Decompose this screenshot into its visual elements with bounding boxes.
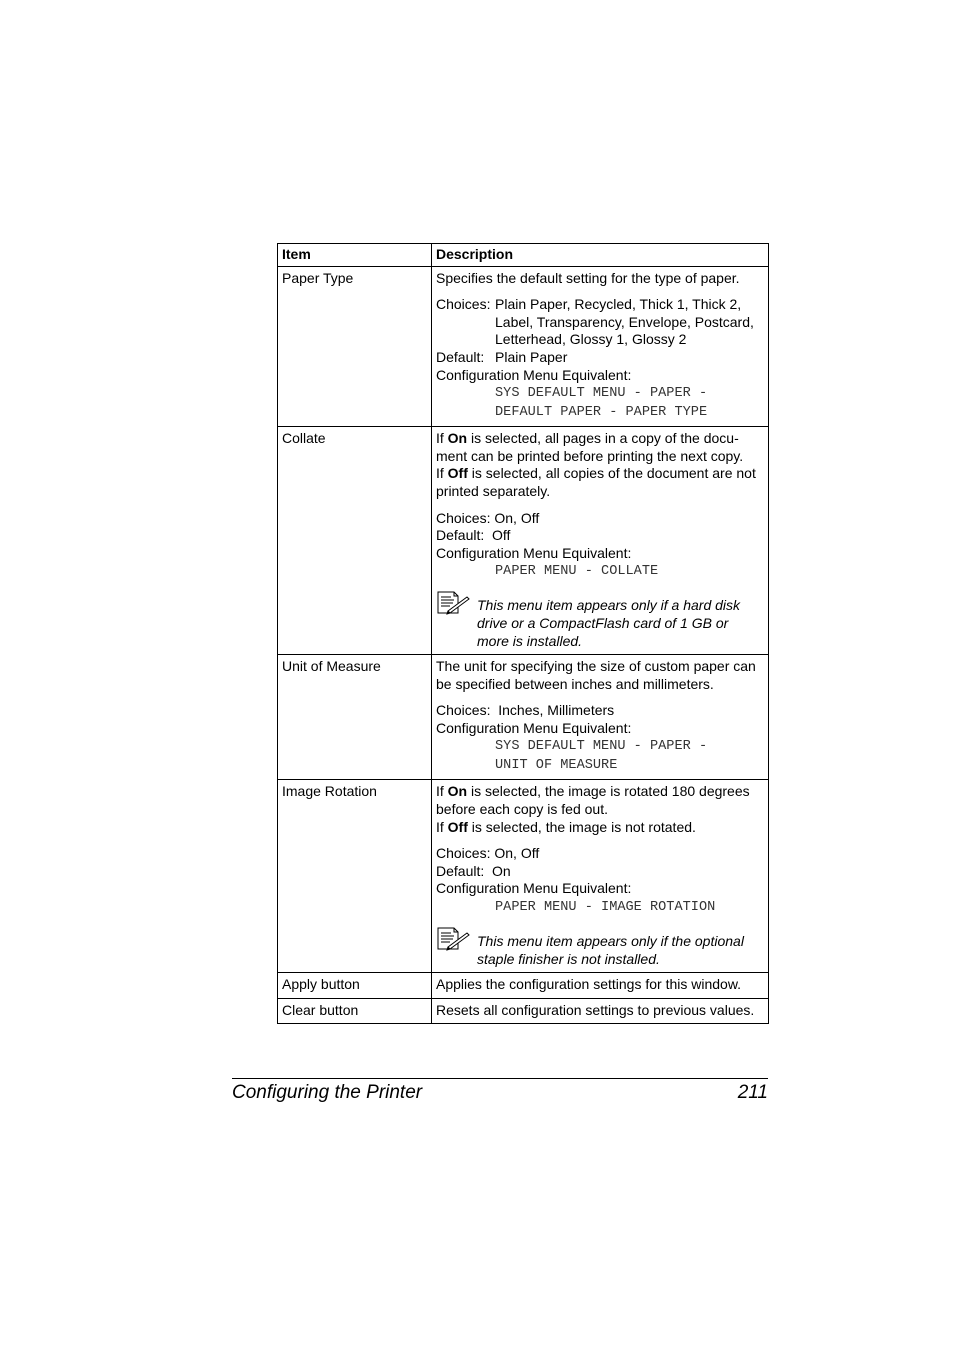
default-line [436, 349, 764, 367]
default-label: Default: [436, 348, 485, 365]
choices-label: Choices: [436, 296, 491, 313]
default-label: Default: [436, 862, 485, 879]
table-row-collate [278, 427, 769, 655]
choices-line [436, 510, 764, 528]
menu-path-line: PAPER MENU - IMAGE ROTATION [495, 900, 716, 916]
item-cell: Paper Type [278, 266, 432, 427]
table-row-image-rotation [278, 780, 769, 973]
note-pencil-icon [436, 927, 477, 951]
if-word: If [436, 465, 444, 482]
description-cell [432, 427, 769, 655]
note-pencil-icon-graphic [436, 591, 470, 615]
description-cell [432, 655, 769, 780]
default-value: Plain Paper [495, 348, 568, 365]
description-cell: Applies the configuration settings for this window. [432, 973, 769, 999]
description-cell: Resets all configuration settings to previous values. [432, 998, 769, 1024]
footer-title: Configuring the Printer [232, 1082, 423, 1103]
table-row-apply-button [278, 973, 769, 999]
off-keyword: Off [447, 465, 468, 482]
note-box [436, 591, 764, 650]
page-number: 211 [737, 1082, 768, 1103]
description-cell [432, 266, 769, 427]
on-explanation: is selected, the image is rotated 180 degrees before each copy is fed out. [436, 783, 750, 818]
table-header-row [278, 244, 769, 267]
on-keyword: On [447, 783, 468, 800]
item-cell: Image Rotation [278, 780, 432, 973]
description-text: The unit for specifying the size of custom paper can be specified between inches and millimeters. [436, 658, 756, 692]
on-explanation: is selected, all pages in a copy of the docu- ment can be printed before printing the next copy. [436, 430, 744, 464]
choices-label: Choices: [436, 845, 491, 862]
choices-line [436, 845, 764, 863]
table-row-clear-button [278, 998, 769, 1024]
settings-table [277, 243, 769, 1024]
table-row-paper-type [278, 266, 769, 427]
item-cell: Collate [278, 427, 432, 655]
config-label: Configuration Menu Equivalent: [436, 719, 632, 736]
choices-line [436, 296, 764, 349]
note-text: This menu item appears only if a hard disk drive or a CompactFlash card of 1 GB or more is installed. [477, 597, 741, 649]
config-label: Configuration Menu Equivalent: [436, 544, 632, 561]
note-text: This menu item appears only if the optional staple finisher is not installed. [477, 933, 744, 967]
choices-value: Plain Paper, Recycled, Thick 1, Thick 2, Label, Transparency, Envelope, Postcard, Letterhead, Glossy 1, Glossy 2 [495, 296, 754, 348]
config-label: Configuration Menu Equivalent: [436, 880, 632, 897]
if-word: If [436, 783, 444, 800]
item-cell: Clear button [278, 998, 432, 1024]
header-item: Item [278, 244, 432, 267]
item-cell: Apply button [278, 973, 432, 999]
note-pencil-icon [436, 591, 477, 615]
default-label: Default: [436, 527, 485, 544]
default-line [436, 863, 764, 881]
choices-value: On, Off [494, 845, 540, 862]
header-description: Description [432, 244, 769, 267]
choices-label: Choices: [436, 509, 491, 526]
menu-path-line: PAPER MENU - COLLATE [495, 564, 659, 580]
choices-value: Inches, Millimeters [498, 702, 615, 719]
off-explanation: is selected, all copies of the document are not printed separately. [436, 465, 756, 499]
if-word: If [436, 430, 444, 447]
config-label: Configuration Menu Equivalent: [436, 366, 632, 383]
description-text [436, 430, 764, 500]
description-text: Specifies the default setting for the type of paper. [436, 269, 740, 286]
off-explanation: is selected, the image is not rotated. [471, 818, 696, 835]
table-row-unit-of-measure [278, 655, 769, 780]
choices-value: On, Off [494, 509, 540, 526]
footer-rule [232, 1078, 768, 1079]
default-line [436, 527, 764, 545]
menu-path-line: UNIT OF MEASURE [495, 758, 618, 774]
menu-path-line: DEFAULT PAPER - PAPER TYPE [495, 405, 708, 421]
menu-path-line: SYS DEFAULT MENU - PAPER - [495, 739, 708, 755]
note-pencil-icon-graphic [436, 927, 470, 951]
choices-label: Choices: [436, 702, 491, 719]
item-cell: Unit of Measure [278, 655, 432, 780]
off-keyword: Off [447, 818, 468, 835]
if-word: If [436, 818, 444, 835]
note-box [436, 927, 764, 968]
description-cell [432, 780, 769, 973]
description-text [436, 783, 764, 836]
menu-path-line: SYS DEFAULT MENU - PAPER - [495, 386, 708, 402]
default-value: On [492, 862, 511, 879]
choices-line [436, 702, 764, 720]
default-value: Off [492, 527, 511, 544]
on-keyword: On [447, 430, 468, 447]
